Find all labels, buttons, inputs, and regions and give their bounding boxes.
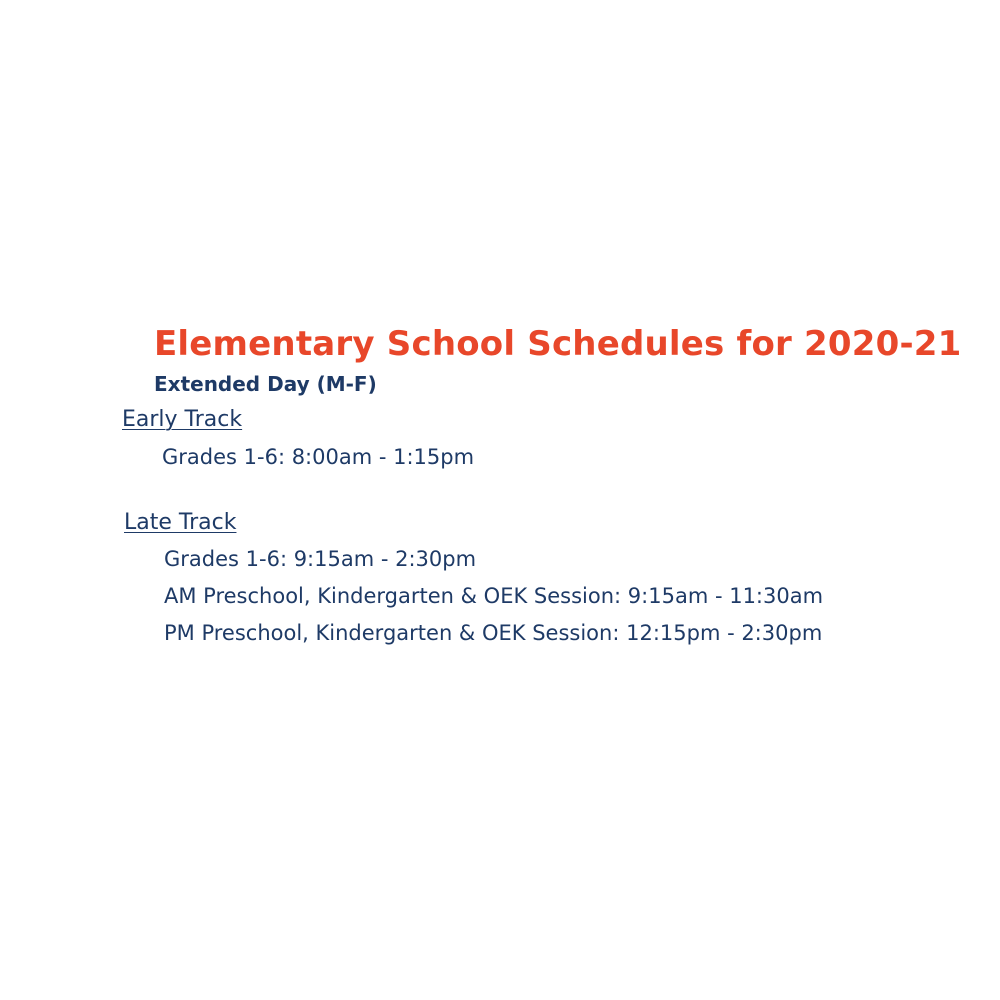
late-track-am-session-line: AM Preschool, Kindergarten & OEK Session: 9:15am - 11:30am	[164, 584, 824, 608]
late-track-grades-line: Grades 1-6: 9:15am - 2:30pm	[164, 547, 477, 571]
early-track-heading: Early Track	[122, 407, 243, 432]
late-track-heading: Late Track	[124, 510, 237, 535]
page-title: Elementary School Schedules for 2020-21	[154, 324, 962, 364]
late-track-pm-session-line: PM Preschool, Kindergarten & OEK Session: 12:15pm - 2:30pm	[164, 621, 823, 645]
page-subtitle: Extended Day (M-F)	[154, 372, 377, 396]
early-track-grades-line: Grades 1-6: 8:00am - 1:15pm	[162, 445, 475, 469]
